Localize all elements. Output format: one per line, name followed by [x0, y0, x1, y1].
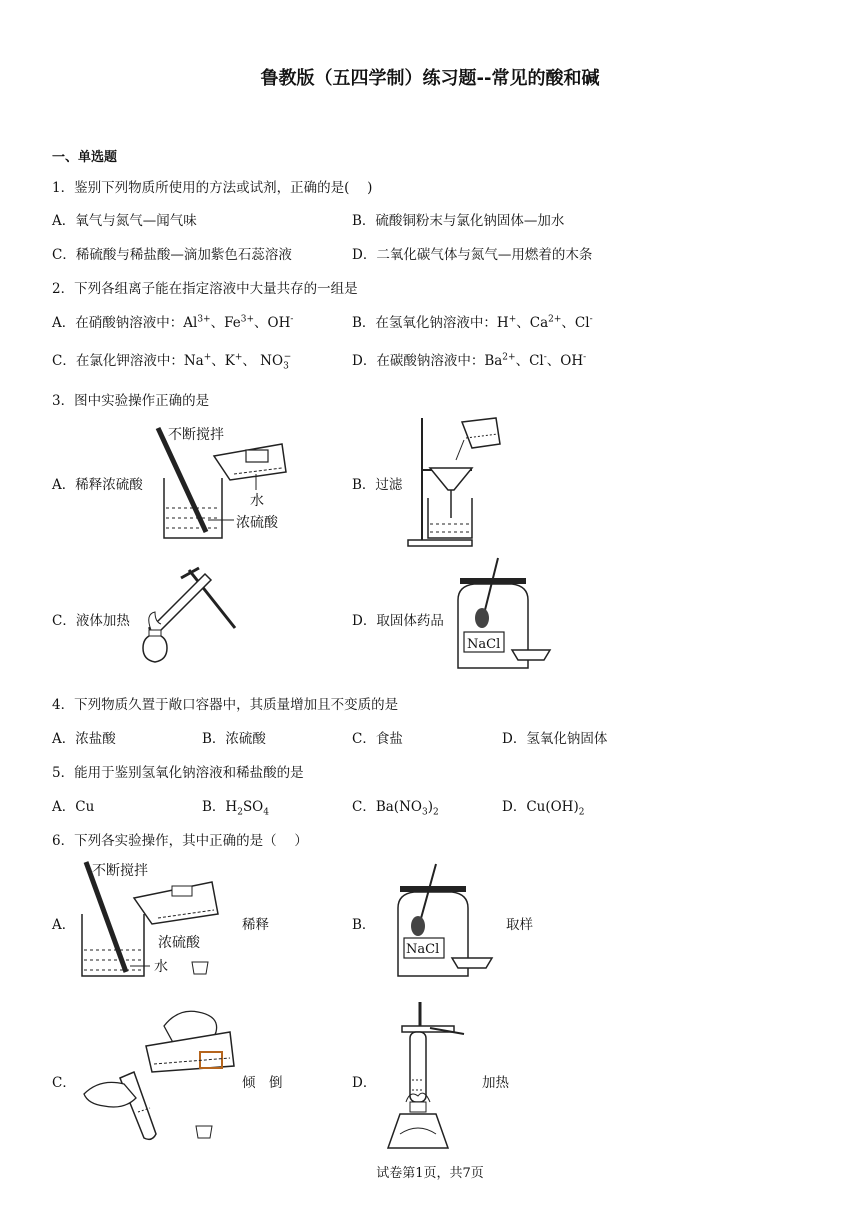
q4-option-b: B．浓硫酸: [202, 731, 266, 747]
q3-option-c: C．液体加热: [52, 613, 130, 629]
q4-option-a: A．浓盐酸: [52, 731, 116, 747]
q6-option-d-caption: 加热: [482, 1075, 509, 1091]
dilution-acid-label: 浓硫酸: [236, 515, 278, 531]
q3-option-d: D．取固体药品: [352, 613, 444, 629]
q3-option-a: A．稀释浓硫酸: [52, 477, 143, 493]
q5-stem: 5．能用于鉴别氢氧化钠溶液和稀盐酸的是: [52, 765, 304, 781]
section-heading: 一、单选题: [52, 150, 118, 165]
heating-figure: [135, 564, 245, 668]
q6-nacl-label: NaCl: [406, 942, 440, 957]
q3-option-b: B．过滤: [352, 477, 403, 493]
q6-option-c-caption: 倾 倒: [242, 1075, 283, 1091]
q6-reagent-bottle-figure: [390, 862, 510, 982]
filtration-figure: [400, 414, 510, 550]
q6-option-b-caption: 取样: [506, 917, 533, 933]
q5-option-a: A．Cu: [52, 799, 95, 815]
q1-stem: 1．鉴别下列物质所使用的方法或试剂，正确的是( ): [52, 180, 373, 196]
q2-option-d: D．在碳酸钠溶液中：$Ba^{2+}$、Cl-、OH-: [352, 352, 587, 369]
q6-option-b: B．: [352, 917, 376, 933]
q6-option-d: D．: [352, 1075, 377, 1091]
q1-option-b: B．硫酸铜粉末与氯化钠固体—加水: [352, 213, 565, 229]
q1-option-d: D．二氧化碳气体与氮气—用燃着的木条: [352, 247, 593, 263]
q1-option-a: A．氧气与氮气—闻气味: [52, 213, 197, 229]
q2-option-a: A．在硝酸钠溶液中：$Al^{3+}$、$Fe^{3+}$、OH-: [52, 314, 294, 331]
q2-option-b: B．在氢氧化钠溶液中：H+、$Ca^{2+}$、Cl-: [352, 314, 593, 331]
q5-option-c: C．$Ba(NO_3)_2$: [352, 799, 439, 818]
q6-water-label: 水: [154, 959, 168, 975]
q4-stem: 4．下列物质久置于敞口容器中，其质量增加且不变质的是: [52, 697, 399, 713]
q3-nacl-label: NaCl: [467, 637, 501, 652]
page-footer: 试卷第1页，共7页: [376, 1166, 484, 1181]
q6-heating-figure: [380, 998, 490, 1154]
q2-stem: 2．下列各组离子能在指定溶液中大量共存的一组是: [52, 281, 358, 297]
dilution-water-label: 水: [250, 493, 264, 509]
q5-option-b: B．$H_2SO_4$: [202, 799, 269, 818]
q6-option-a: A．: [52, 917, 76, 933]
q6-acid-label: 浓硫酸: [158, 935, 200, 951]
q6-option-a-caption: 稀释: [242, 917, 269, 933]
q6-pouring-figure: [80, 1002, 240, 1142]
q6-option-c: C．: [52, 1075, 76, 1091]
q5-option-d: D．$Cu(OH)_2$: [502, 799, 585, 818]
dilution-stir-label: 不断搅拌: [168, 427, 224, 443]
q4-option-c: C．食盐: [352, 731, 403, 747]
q4-option-d: D．氢氧化钠固体: [502, 731, 608, 747]
q3-stem: 3．图中实验操作正确的是: [52, 393, 210, 409]
page-title: 鲁教版（五四学制）练习题--常见的酸和碱: [260, 68, 600, 89]
q2-option-c: C．在氯化钾溶液中：Na+、K+、 $NO_3^-$: [52, 352, 292, 372]
q6-stir-label: 不断搅拌: [92, 863, 148, 879]
q1-option-c: C．稀硫酸与稀盐酸—滴加紫色石蕊溶液: [52, 247, 292, 263]
q6-stem: 6．下列各实验操作，其中正确的是（ ）: [52, 833, 308, 849]
reagent-bottle-figure: [450, 556, 560, 674]
